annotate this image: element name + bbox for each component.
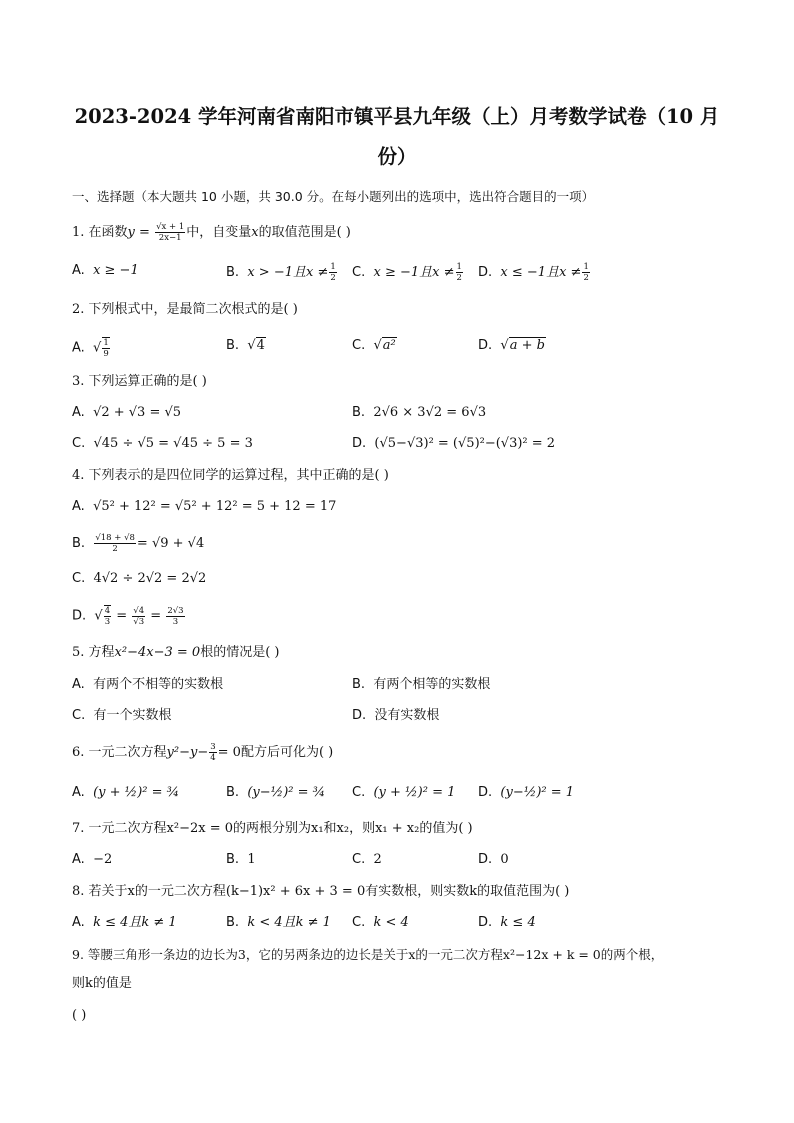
q1-b-text: x > −1且x ≠ <box>247 265 329 280</box>
q3-option-c[interactable] <box>72 435 253 453</box>
q4-d-frac1 <box>104 605 111 627</box>
q4-option-b[interactable] <box>72 533 204 554</box>
q4-d-d2: √3 <box>133 616 145 627</box>
option-label: C. <box>352 785 366 800</box>
q3-option-b[interactable] <box>352 404 486 422</box>
q4-d-n2: √4 <box>133 605 145 616</box>
option-label: C. <box>72 436 86 451</box>
q2-b-text: 4 <box>256 338 265 353</box>
q2-a-num: 1 <box>103 338 109 348</box>
q1-half-den: 2 <box>583 273 589 283</box>
option-label: D. <box>478 785 493 800</box>
option-label: B. <box>226 915 240 930</box>
q4-b-fraction <box>94 533 136 554</box>
q7-option-b[interactable] <box>226 851 256 869</box>
option-label: C. <box>72 708 86 723</box>
section-heading: 一、选择题（本大题共 10 小题，共 30.0 分。在每小题列出的选项中，选出符合题目的一项） <box>72 189 595 204</box>
option-label: C. <box>352 265 366 280</box>
q6-f-num: 3 <box>210 742 216 752</box>
q1-c-half <box>456 262 463 283</box>
option-label: B. <box>226 338 240 353</box>
q4-option-c[interactable] <box>72 570 206 588</box>
option-label: B. <box>226 852 240 867</box>
option-label: D. <box>352 436 367 451</box>
q7-a-text: −2 <box>93 852 113 867</box>
option-label: C. <box>352 915 366 930</box>
option-label: B. <box>226 265 240 280</box>
q5-b-text: 有两个相等的实数根 <box>373 677 491 692</box>
q4-a-text: √5² + 12² = √5² + 12² = 5 + 12 = 17 <box>93 499 337 514</box>
q1-option-c[interactable] <box>352 262 464 283</box>
question-3: 3. 下列运算正确的是( ) <box>72 374 207 389</box>
q7-b-text: 1 <box>247 852 256 867</box>
q6-option-a[interactable] <box>72 784 179 802</box>
option-label: C. <box>352 338 366 353</box>
q6-stem-post: = 0配方后可化为( ) <box>217 745 334 760</box>
question-6 <box>72 742 333 763</box>
q7-d-text: 0 <box>500 852 509 867</box>
q1-option-d[interactable] <box>478 262 591 283</box>
option-label: B. <box>226 785 240 800</box>
question-5 <box>72 644 279 662</box>
q8-option-b[interactable] <box>226 914 331 932</box>
q7-option-c[interactable] <box>352 851 382 869</box>
option-label: D. <box>478 338 493 353</box>
option-label: D. <box>352 708 367 723</box>
q4-d-frac2 <box>132 606 145 627</box>
q8-option-d[interactable] <box>478 914 536 932</box>
q4-b-num: √18 + √8 <box>95 533 135 543</box>
q6-a-text: (y + ½)² = ¾ <box>93 785 180 800</box>
q5-stem-post: 根的情况是( ) <box>200 645 280 660</box>
q2-d-text: a + b <box>509 338 545 353</box>
q7-option-a[interactable] <box>72 851 112 869</box>
question-1: 1. 在函数y = $\frac{√x + 1}{2x-1}$ 中，自变量x的取值范围是( ) <box>72 222 351 243</box>
q6-option-d[interactable] <box>478 784 574 802</box>
q6-stem-pre: 6. 一元二次方程 <box>72 745 167 760</box>
q6-f-den: 4 <box>210 753 216 763</box>
option-label: B. <box>352 677 366 692</box>
q2-a-fraction <box>102 337 109 359</box>
q1-c-text: x ≥ −1且x ≠ <box>373 265 455 280</box>
question-2: 2. 下列根式中，是最简二次根式的是( ) <box>72 302 298 317</box>
question-9-line1: 9. 等腰三角形一条边的边长为3，它的另两条边的边长是关于x的一元二次方程x²−12x + k = 0的两个根， <box>72 947 664 962</box>
q5-option-c[interactable] <box>72 707 172 725</box>
option-label: D. <box>478 265 493 280</box>
q1-option-b[interactable] <box>226 262 338 283</box>
q1-b-half <box>329 262 336 283</box>
q6-d-text: (y−½)² = 1 <box>500 785 575 800</box>
q1-d-text: x ≤ −1且x ≠ <box>500 265 582 280</box>
q5-a-text: 有两个不相等的实数根 <box>93 677 224 692</box>
q3-option-a[interactable] <box>72 404 181 422</box>
option-label: C. <box>352 852 366 867</box>
q1-half-num: 1 <box>330 262 336 272</box>
q2-option-d[interactable]: D. √a + b <box>478 338 545 353</box>
q6-b-text: (y−½)² = ¾ <box>247 785 326 800</box>
q5-option-a[interactable] <box>72 676 223 694</box>
q4-d-n3: 2√3 <box>167 605 184 616</box>
q4-d-d3: 3 <box>172 616 179 627</box>
q8-c-text: k < 4 <box>373 915 409 930</box>
question-9-line2: 则k的值是 <box>72 976 132 991</box>
q1-half-num: 1 <box>583 262 589 272</box>
q8-option-c[interactable] <box>352 914 409 932</box>
q4-d-frac3 <box>166 606 184 627</box>
q4-c-text: 4√2 ÷ 2√2 = 2√2 <box>93 571 207 586</box>
q6-equation: y²−y− <box>166 745 209 760</box>
q1-stem-post: 的取值范围是( ) <box>258 225 351 240</box>
exam-title-line1: 2023-2024 学年河南省南阳市镇平县九年级（上）月考数学试卷（10 月 <box>74 105 720 128</box>
option-label: D. <box>478 852 493 867</box>
q7-option-d[interactable] <box>478 851 509 869</box>
q5-option-b[interactable] <box>352 676 490 694</box>
q1-half-num: 1 <box>456 262 462 272</box>
option-label: B. <box>72 536 86 551</box>
option-label: A. <box>72 852 85 867</box>
q6-fraction <box>209 742 216 763</box>
option-label: A. <box>72 405 85 420</box>
q4-b-den: 2 <box>112 544 118 554</box>
q1-a-text: x ≥ −1 <box>93 263 139 278</box>
q4-d-n1: 4 <box>104 606 111 616</box>
q8-d-text: k ≤ 4 <box>500 915 536 930</box>
option-label: A. <box>72 915 85 930</box>
q1-function-fraction <box>155 222 185 243</box>
option-label: A. <box>72 785 85 800</box>
q1-half-den: 2 <box>456 273 462 283</box>
q2-option-c[interactable]: C. √a² <box>352 338 396 353</box>
option-label: A. <box>72 263 85 278</box>
q5-option-d[interactable] <box>352 707 439 725</box>
q3-c-text: √45 ÷ √5 = √45 ÷ 5 = 3 <box>93 436 253 451</box>
option-label: D. <box>72 608 87 624</box>
q1-option-a[interactable] <box>72 262 139 280</box>
q5-equation: x²−4x−3 = 0 <box>114 645 201 660</box>
q6-option-c[interactable] <box>352 784 455 802</box>
q4-b-rest: = √9 + √4 <box>136 536 205 551</box>
option-label: A. <box>72 499 85 514</box>
q1-d-half <box>582 262 589 283</box>
q8-a-text: k ≤ 4且k ≠ 1 <box>93 915 177 930</box>
q5-d-text: 没有实数根 <box>374 708 440 723</box>
q4-option-a[interactable] <box>72 498 336 516</box>
q5-stem-pre: 5. 方程 <box>72 645 115 660</box>
q1-stem-pre: 1. 在函数 <box>72 225 128 240</box>
q3-option-d[interactable] <box>352 435 555 453</box>
option-label: B. <box>352 405 366 420</box>
q8-option-a[interactable] <box>72 914 177 932</box>
option-label: A. <box>72 677 85 692</box>
q5-c-text: 有一个实数根 <box>93 708 172 723</box>
option-label: D. <box>478 915 493 930</box>
q1-fn-num: √x + 1 <box>156 222 185 232</box>
exam-title-line2: 份） <box>377 145 417 168</box>
q7-c-text: 2 <box>373 852 382 867</box>
q6-c-text: (y + ½)² = 1 <box>373 785 456 800</box>
q2-option-a[interactable]: A. √ $\frac{1}{9}$ <box>72 338 109 359</box>
q4-option-d[interactable]: D. √ $\frac{4}{3}$ = $\frac{√4}{√3}$ = $\frac{2√3}{3}$ <box>72 605 184 627</box>
q1-half-den: 2 <box>330 273 336 283</box>
option-label: A. <box>72 340 85 356</box>
q4-d-d1: 3 <box>104 617 111 627</box>
q6-option-b[interactable] <box>226 784 325 802</box>
question-7: 7. 一元二次方程x²−2x = 0的两根分别为x₁和x₂，则x₁ + x₂的值为( ) <box>72 821 473 836</box>
q8-b-text: k < 4且k ≠ 1 <box>247 915 331 930</box>
q3-d-text: (√5−√3)² = (√5)²−(√3)² = 2 <box>374 436 556 451</box>
q2-a-den: 9 <box>103 349 109 359</box>
option-label: C. <box>72 571 86 586</box>
q2-c-text: a² <box>382 338 396 353</box>
question-4: 4. 下列表示的是四位同学的运算过程，其中正确的是( ) <box>72 468 389 483</box>
question-8: 8. 若关于x的一元二次方程(k−1)x² + 6x + 3 = 0有实数根，则实数k的取值范围为( ) <box>72 884 570 899</box>
question-9-answer-paren: ( ) <box>72 1008 87 1023</box>
q3-b-text: 2√6 × 3√2 = 6√3 <box>373 405 487 420</box>
q3-a-text: √2 + √3 = √5 <box>93 405 182 420</box>
q1-stem-mid: 中，自变量 <box>186 225 252 240</box>
q2-option-b[interactable]: B. √4 <box>226 338 265 353</box>
q1-fn-den: 2x−1 <box>158 233 182 243</box>
